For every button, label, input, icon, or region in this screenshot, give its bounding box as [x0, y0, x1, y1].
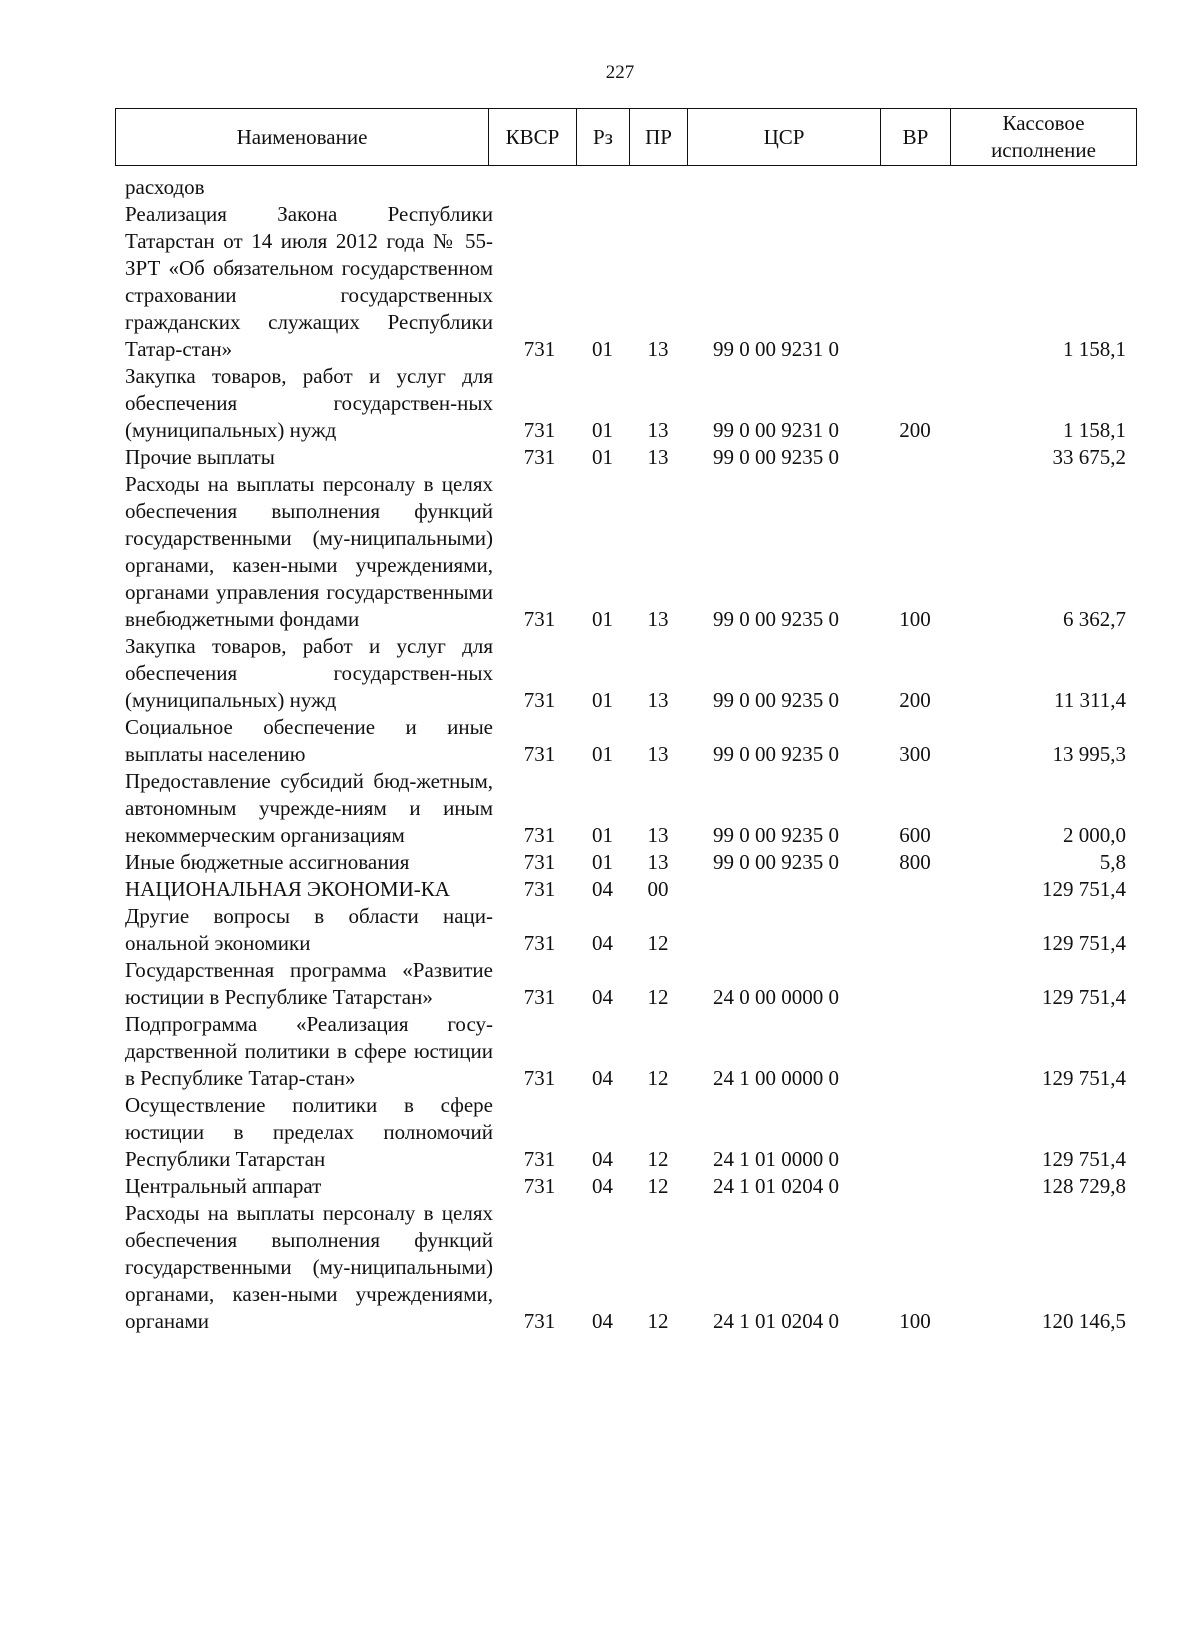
table-row	[115, 1011, 1136, 1092]
row-pr: 13	[647, 688, 669, 712]
row-csr: 24 1 01 0000 0	[713, 1147, 839, 1171]
row-kvsr: 731	[523, 337, 556, 361]
header-amount	[951, 109, 1137, 166]
row-rz: 01	[592, 742, 613, 766]
row-rz: 04	[592, 1147, 613, 1171]
row-name: Закупка товаров, работ и услуг для обеспечения государствен-ных (муниципальных) нужд	[125, 364, 493, 442]
table-row	[115, 1092, 1136, 1173]
header-name: Наименование	[116, 109, 489, 166]
row-amount: 33 675,2	[1052, 445, 1126, 469]
row-csr: 99 0 00 9231 0	[713, 418, 839, 442]
row-vr	[880, 201, 950, 363]
row-rz: 01	[592, 337, 613, 361]
row-pr: 12	[647, 1066, 669, 1090]
row-rz: 01	[592, 688, 613, 712]
row-kvsr: 731	[523, 931, 556, 955]
row-kvsr: 731	[523, 1174, 556, 1198]
row-vr	[880, 444, 950, 471]
row-rz: 01	[592, 607, 613, 631]
row-name: Расходы на выплаты персоналу в целях обеспечения выполнения функций государственными (му-ниципальными) органами, казен-ными учреждениями, органами	[125, 1201, 493, 1333]
table-row	[115, 768, 1136, 849]
row-pr: 12	[647, 1147, 669, 1171]
row-pr: 00	[647, 877, 669, 901]
row-rz: 04	[592, 1174, 613, 1198]
row-vr	[880, 903, 950, 957]
row-pr: 13	[647, 418, 669, 442]
row-csr	[687, 170, 880, 201]
row-amount: 2 000,0	[1063, 823, 1126, 847]
row-csr: 99 0 00 9231 0	[713, 337, 839, 361]
row-vr	[880, 876, 950, 903]
row-csr: 24 1 01 0204 0	[713, 1309, 839, 1333]
table-row	[115, 444, 1136, 471]
row-csr: 24 0 00 0000 0	[713, 985, 839, 1009]
row-rz: 04	[592, 877, 613, 901]
header-kvsr: КВСР	[489, 109, 577, 166]
row-amount: 129 751,4	[1042, 1066, 1126, 1090]
row-kvsr	[503, 170, 576, 201]
row-csr: 99 0 00 9235 0	[713, 742, 839, 766]
row-kvsr: 731	[523, 445, 556, 469]
row-pr: 13	[647, 337, 669, 361]
row-pr: 13	[647, 445, 669, 469]
row-kvsr: 731	[523, 823, 556, 847]
row-rz: 04	[592, 931, 613, 955]
row-name: Реализация Закона Республики Татарстан от 14 июля 2012 года № 55-ЗРТ «Об обязательном государственном страховании государственных гражданских служащих Республики Татар-стан»	[125, 202, 493, 361]
row-rz	[576, 170, 629, 201]
row-kvsr: 731	[523, 688, 556, 712]
row-amount	[950, 170, 1136, 201]
row-vr: 100	[899, 1309, 931, 1333]
row-kvsr: 731	[523, 877, 556, 901]
header-pr: ПР	[630, 109, 688, 166]
row-csr	[687, 903, 880, 957]
row-vr	[880, 1011, 950, 1092]
row-rz: 04	[592, 1066, 613, 1090]
row-name: Расходы на выплаты персоналу в целях обеспечения выполнения функций государственными (му-ниципальными) органами, казен-ными учреждениями, органами управления государственными внебюджетными фондами	[125, 472, 493, 631]
row-vr: 100	[899, 607, 931, 631]
row-kvsr: 731	[523, 1309, 556, 1333]
row-vr: 200	[899, 418, 931, 442]
row-csr: 99 0 00 9235 0	[713, 850, 839, 874]
row-vr	[880, 170, 950, 201]
row-vr	[880, 1173, 950, 1200]
row-name: Прочие выплаты	[125, 445, 275, 469]
table-row	[115, 957, 1136, 1011]
row-pr: 13	[647, 823, 669, 847]
table-row	[115, 849, 1136, 876]
row-name: Государственная программа «Развитие юстиции в Республике Татарстан»	[125, 958, 493, 1009]
table-row	[115, 1200, 1136, 1335]
row-pr	[629, 170, 687, 201]
row-amount: 1 158,1	[1063, 337, 1126, 361]
row-amount: 13 995,3	[1052, 742, 1126, 766]
row-pr: 13	[647, 742, 669, 766]
row-rz: 01	[592, 823, 613, 847]
row-pr: 12	[647, 931, 669, 955]
row-amount: 128 729,8	[1042, 1174, 1126, 1198]
row-vr: 600	[899, 823, 931, 847]
row-amount: 6 362,7	[1063, 607, 1126, 631]
row-rz: 01	[592, 418, 613, 442]
row-name: расходов	[125, 175, 205, 199]
row-pr: 12	[647, 1174, 669, 1198]
row-rz: 04	[592, 1309, 613, 1333]
row-amount: 129 751,4	[1042, 931, 1126, 955]
row-vr: 300	[899, 742, 931, 766]
row-name: Подпрограмма «Реализация госу-дарственной политики в сфере юстиции в Республике Татар-стан»	[125, 1012, 493, 1090]
row-name: Осуществление политики в сфере юстиции в пределах полномочий Республики Татарстан	[125, 1093, 493, 1171]
row-kvsr: 731	[523, 742, 556, 766]
table-row	[115, 170, 1136, 201]
row-amount: 5,8	[1099, 850, 1126, 874]
row-amount: 129 751,4	[1042, 877, 1126, 901]
row-kvsr: 731	[523, 985, 556, 1009]
row-name: Закупка товаров, работ и услуг для обеспечения государствен-ных (муниципальных) нужд	[125, 634, 493, 712]
table-row	[115, 471, 1136, 633]
row-pr: 12	[647, 985, 669, 1009]
row-pr: 13	[647, 607, 669, 631]
table-row	[115, 1173, 1136, 1200]
table-row	[115, 201, 1136, 363]
row-amount: 11 311,4	[1054, 688, 1126, 712]
row-name: Предоставление субсидий бюд-жетным, автономным учрежде-ниям и иным некоммерческим организациям	[125, 769, 493, 847]
row-csr: 99 0 00 9235 0	[713, 823, 839, 847]
header-amount-line1: Кассовое	[1002, 111, 1085, 135]
row-vr: 800	[899, 850, 931, 874]
row-rz: 01	[592, 445, 613, 469]
row-csr	[687, 876, 880, 903]
row-kvsr: 731	[523, 850, 556, 874]
row-amount: 129 751,4	[1042, 1147, 1126, 1171]
budget-table-body	[115, 170, 1136, 1335]
header-amount-line2: исполнение	[991, 138, 1096, 162]
row-name: Центральный аппарат	[125, 1174, 322, 1198]
row-csr: 99 0 00 9235 0	[713, 607, 839, 631]
row-pr: 12	[647, 1309, 669, 1333]
table-header	[115, 108, 1137, 166]
table-row	[115, 714, 1136, 768]
row-csr: 24 1 00 0000 0	[713, 1066, 839, 1090]
row-amount: 1 158,1	[1063, 418, 1126, 442]
row-csr: 99 0 00 9235 0	[713, 688, 839, 712]
row-amount: 120 146,5	[1042, 1309, 1126, 1333]
table-row	[115, 876, 1136, 903]
row-name: Иные бюджетные ассигнования	[125, 850, 410, 874]
table-row	[115, 363, 1136, 444]
row-pr: 13	[647, 850, 669, 874]
row-kvsr: 731	[523, 1066, 556, 1090]
row-csr: 99 0 00 9235 0	[713, 445, 839, 469]
row-rz: 04	[592, 985, 613, 1009]
header-vr: ВР	[881, 109, 951, 166]
header-csr: ЦСР	[688, 109, 881, 166]
header-rz: Рз	[577, 109, 630, 166]
row-name: Другие вопросы в области наци-ональной экономики	[125, 904, 493, 955]
row-vr	[880, 1092, 950, 1173]
row-vr	[880, 957, 950, 1011]
page-number: 227	[605, 62, 635, 83]
row-vr: 200	[899, 688, 931, 712]
row-name: НАЦИОНАЛЬНАЯ ЭКОНОМИ-КА	[125, 877, 450, 901]
row-kvsr: 731	[523, 418, 556, 442]
row-amount: 129 751,4	[1042, 985, 1126, 1009]
row-csr: 24 1 01 0204 0	[713, 1174, 839, 1198]
table-row	[115, 903, 1136, 957]
row-kvsr: 731	[523, 1147, 556, 1171]
row-kvsr: 731	[523, 607, 556, 631]
table-row	[115, 633, 1136, 714]
row-name: Социальное обеспечение и иные выплаты населению	[125, 715, 493, 766]
row-rz: 01	[592, 850, 613, 874]
